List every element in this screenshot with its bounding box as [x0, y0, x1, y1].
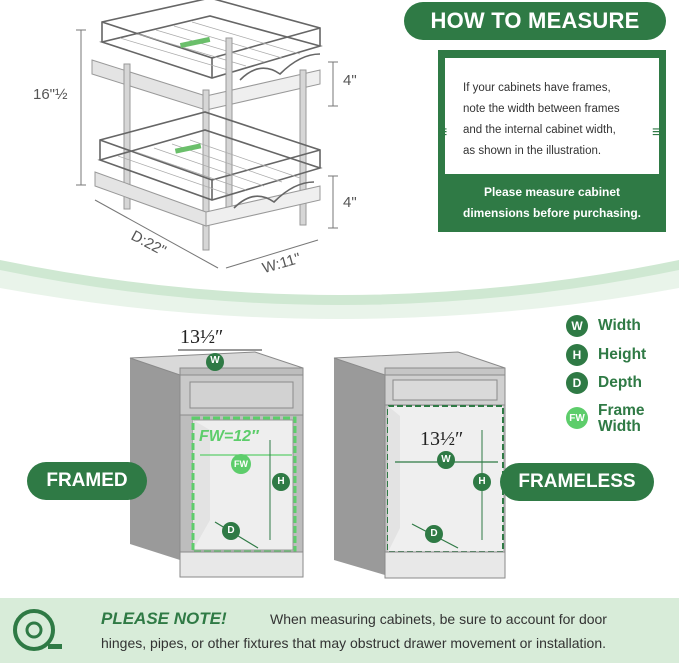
- cabinet-diagrams: [0, 300, 679, 590]
- how-to-measure-title: HOW TO MEASURE: [404, 2, 666, 40]
- framed-label: FRAMED: [27, 462, 147, 500]
- instruction-line: note the width between frames: [463, 103, 620, 115]
- product-height-label: 16"½: [33, 86, 68, 103]
- instruction-line: as shown in the illustration.: [463, 145, 602, 157]
- legend-label: Frame Width: [598, 402, 645, 435]
- reminder-line: dimensions before purchasing.: [462, 206, 642, 220]
- depth-icon: D: [566, 372, 588, 394]
- frameless-width-badge: W: [441, 454, 451, 465]
- legend-label: Depth: [598, 374, 642, 391]
- upper-tier-height-label: 4": [343, 72, 357, 89]
- frame-width-label: FW=12″: [199, 428, 259, 445]
- note-text-line: hinges, pipes, or other fixtures that may obstruct drawer movement or installation.: [101, 635, 607, 651]
- tape-measure-icon: [10, 604, 62, 656]
- note-text-line: When measuring cabinets, be sure to account for door: [270, 611, 607, 627]
- framed-width-badge: W: [210, 355, 220, 366]
- please-note-title: PLEASE NOTE!: [101, 609, 227, 628]
- frameless-height-badge: H: [478, 476, 486, 487]
- product-depth-label: D:22": [128, 227, 169, 260]
- width-icon: W: [566, 315, 588, 337]
- measure-instructions-box: [445, 58, 662, 174]
- instruction-line: If your cabinets have frames,: [463, 82, 611, 94]
- framed-width-label: 13½″: [180, 326, 224, 348]
- measure-reminder: [445, 182, 659, 224]
- framed-height-badge: H: [277, 476, 285, 487]
- frameless-label: FRAMELESS: [500, 463, 654, 501]
- lower-tier-height-label: 4": [343, 194, 357, 211]
- frame-width-icon: FW: [566, 407, 588, 429]
- reminder-line: Please measure cabinet: [483, 185, 621, 199]
- legend-label: Width: [598, 317, 641, 334]
- legend-label: Height: [598, 346, 647, 363]
- highlight-mark-icon: ≡: [652, 124, 662, 141]
- framed-cabinet: [130, 350, 303, 577]
- product-width-label: W:11": [260, 249, 303, 278]
- instruction-line: and the internal cabinet width,: [463, 124, 616, 136]
- highlight-mark-icon: ≡: [438, 124, 448, 141]
- height-icon: H: [566, 344, 588, 366]
- framed-depth-badge: D: [227, 525, 235, 536]
- frameless-cabinet: [334, 352, 505, 578]
- frameless-width-label: 13½″: [420, 428, 464, 450]
- frameless-depth-badge: D: [430, 528, 438, 539]
- note-bar: [0, 598, 679, 663]
- framed-fw-badge: FW: [234, 459, 248, 469]
